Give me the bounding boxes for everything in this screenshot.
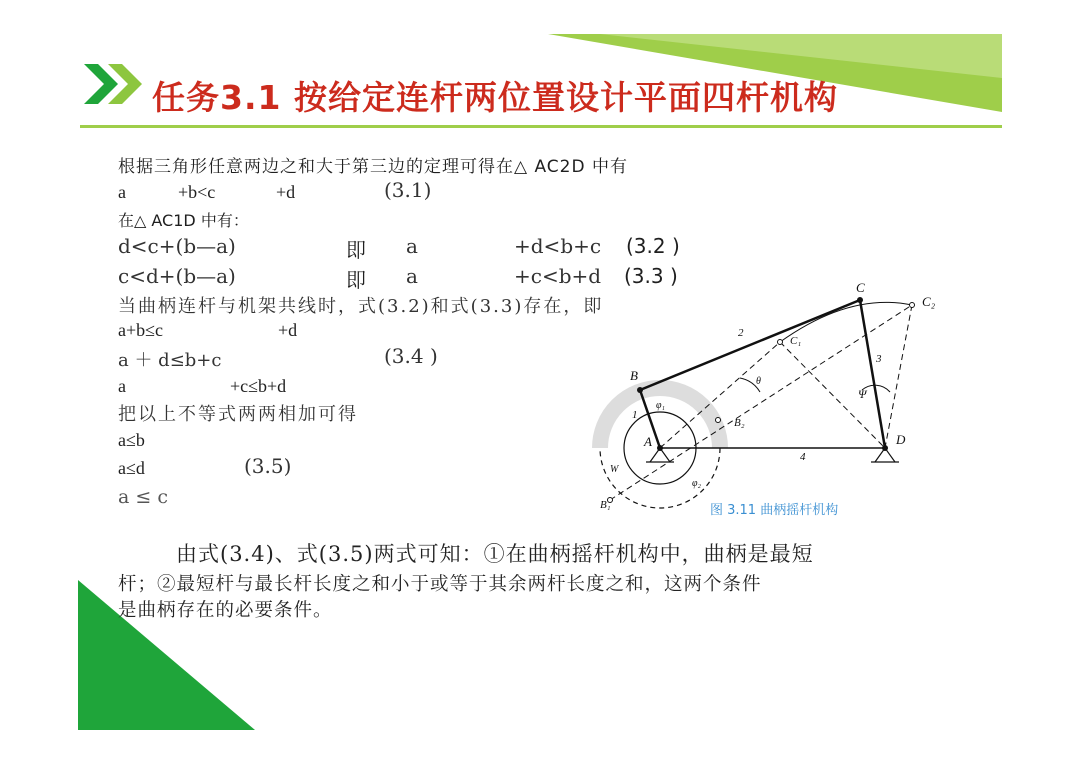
- text-line-10: 把以上不等式两两相加可得: [118, 404, 358, 425]
- label-c: C: [856, 280, 865, 295]
- label-w: W: [610, 464, 619, 475]
- ineq-l5b: 即: [346, 268, 366, 292]
- ineq-l9b: +c≤b+d: [230, 376, 287, 396]
- eq-number-3-2: (3.2 ): [626, 234, 680, 258]
- joint-c2: [910, 303, 915, 308]
- ineq-l5d: +c<b+d: [514, 264, 602, 288]
- joint-b: [637, 387, 643, 393]
- paragraph-line-1: 由式(3.4)、式(3.5)两式可知：①在曲柄摇杆机构中，曲柄是最短: [176, 542, 814, 566]
- label-4: 4: [800, 451, 806, 463]
- ineq-l4d: +d<b+c: [514, 234, 602, 258]
- ineq-l7b: +d: [278, 320, 298, 340]
- ineq-l5c: a: [406, 264, 418, 288]
- rotation-ring: [600, 388, 720, 448]
- joint-b2: [716, 418, 721, 423]
- label-a: A: [644, 434, 652, 449]
- label-d: D: [896, 432, 906, 447]
- label-psi: Ψ: [858, 387, 867, 401]
- label-2: 2: [738, 327, 744, 339]
- ineq-l13: a ≤ c: [118, 486, 168, 508]
- label-b1: B₁: [600, 499, 611, 511]
- ineq-l4c: a: [406, 234, 418, 258]
- eq-number-3-4: (3.4 ): [384, 344, 438, 368]
- label-phi2: φ₂: [692, 478, 702, 489]
- paragraph-line-3: 是曲柄存在的必要条件。: [118, 600, 333, 621]
- page-title: 任务3.1 按给定连杆两位置设计平面四杆机构: [152, 78, 838, 117]
- label-b2: B₂: [734, 417, 745, 429]
- ineq-a: a: [118, 182, 126, 202]
- ineq-b: +b<c: [178, 182, 216, 202]
- ineq-l4b: 即: [346, 238, 366, 262]
- ineq-l12a: a≤d: [118, 458, 145, 478]
- label-3: 3: [876, 353, 882, 365]
- ineq-l8a: a ＋ d≤b+c: [118, 350, 222, 371]
- label-1: 1: [632, 409, 638, 421]
- ineq-l11: a≤b: [118, 430, 145, 450]
- ineq-l4a: d<c+(b—a): [118, 234, 236, 258]
- text-line-3: 在△ AC1D 中有：: [118, 211, 249, 230]
- eq-number-3-1: (3.1): [384, 178, 432, 202]
- label-c2: C₂: [922, 294, 936, 309]
- eq-number-3-3: (3.3 ): [624, 264, 678, 288]
- text-line-1: 根据三角形任意两边之和大于第三边的定理可得在△ AC2D 中有: [118, 157, 628, 177]
- label-theta: θ: [756, 376, 761, 387]
- label-b: B: [630, 368, 638, 383]
- link-3-rocker: [860, 300, 885, 448]
- figure-caption: 图 3.11 曲柄摇杆机构: [710, 503, 839, 518]
- label-phi1: φ₁: [656, 400, 666, 411]
- ineq-l5a: c<d+(b—a): [118, 264, 236, 288]
- text-line-6: 当曲柄连杆与机架共线时，式(3.2)和式(3.3)存在，即: [118, 296, 604, 317]
- link-2-coupler: [640, 300, 860, 390]
- joint-c: [857, 297, 863, 303]
- eq-number-3-5: (3.5): [244, 454, 292, 478]
- label-c1: C₁: [790, 335, 802, 347]
- joint-c1: [778, 340, 783, 345]
- ineq-d: +d: [276, 182, 296, 202]
- paragraph-line-2: 杆；②最短杆与最长杆长度之和小于或等于其余两杆长度之和，这两个条件: [118, 574, 762, 595]
- ineq-l9a: a: [118, 376, 126, 396]
- dashed-line-c2-d: [885, 305, 912, 448]
- ineq-l7a: a+b≤c: [118, 320, 164, 340]
